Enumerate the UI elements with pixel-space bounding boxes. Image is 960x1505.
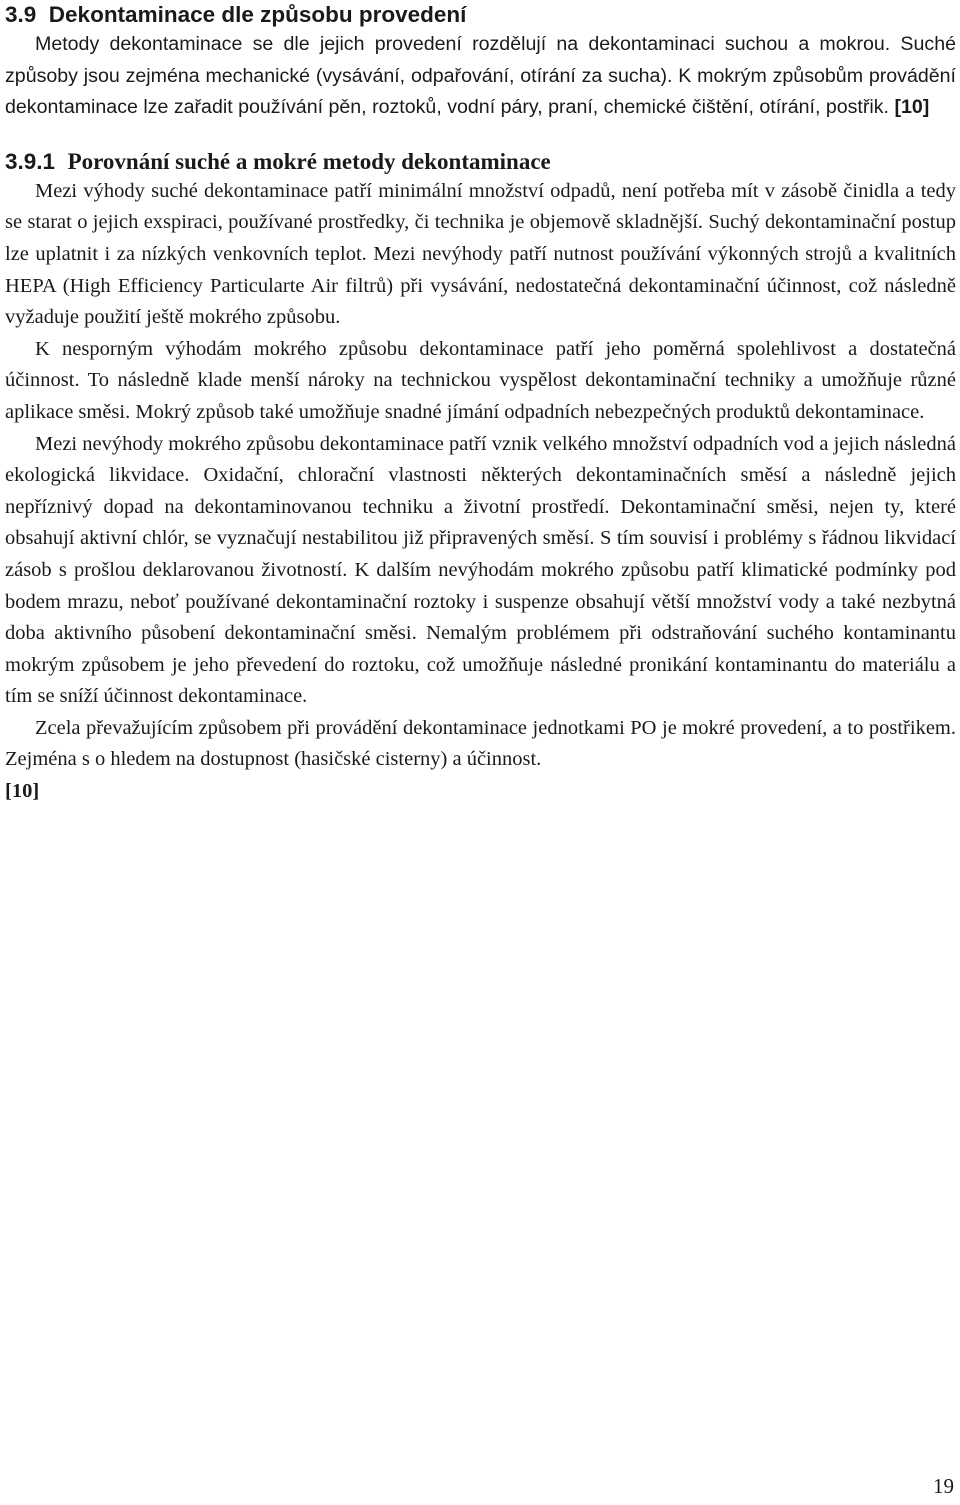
dry-disadvantages-text: Mezi nevýhody patří nutnost používání výkonných strojů a kvalitních HEPA (High Efficiency Particularte Air filtrů) při vysávání, nedostatečná dekontaminační účinnost, což následně vyžaduje použití ještě mokrého způsobu.: [5, 242, 957, 329]
subsection-title: Porovnání suché a mokré metody dekontaminace: [67, 148, 551, 174]
citation-ref-trailing: [10]: [5, 780, 40, 803]
subsection-paragraph-4: Zcela převažujícím způsobem při provádění dekontaminace jednotkami PO je mokré provedení, a to postřikem. Zejména s o hledem na dostupnost (hasičské cisterny) a účinnost.: [5, 716, 956, 771]
page-number: 19: [933, 1474, 954, 1498]
dry-advantages-text: Mezi výhody suché dekontaminace patří minimální množství odpadů, není potřeba mít v zásobě činidla a tedy se starat o jejich exspiraci, používané prostředky, či technika je objemově skladnější. Suchý dekontaminační postup lze uplatnit i za nízkých venkovních teplot.: [5, 179, 956, 265]
section-heading: [5, 0, 956, 29]
subsection-paragraph-1: [5, 176, 956, 334]
section-paragraph: [5, 29, 956, 124]
spacer: [5, 124, 956, 148]
section-number: 3.9: [5, 2, 37, 27]
subsection-paragraph-2: K nesporným výhodám mokrého způsobu dekontaminace patří jeho poměrná spolehlivost a dostatečná účinnost. To následně klade menší nároky na technickou vyspělost dekontaminační techniky a umožňuje různé aplikace směsi. Mokrý způsob také umožňuje snadné jímání odpadních nebezpečných produktů dekontaminace.: [5, 337, 956, 423]
subsection-heading: [5, 148, 956, 176]
section-paragraph-text: Metody dekontaminace se dle jejich provedení rozdělují na dekontaminaci suchou a mokrou. Suché způsoby jsou zejména mechanické (vysávání, odpařování, otírání za sucha). K mokrým způsobům provádění dekontaminace lze zařadit používání pěn, roztoků, vodní páry, praní, chemické čištění, otírání, postřik.: [5, 33, 956, 119]
section-title: Dekontaminace dle způsobu provedení: [48, 2, 467, 27]
citation-ref: [10]: [894, 96, 930, 119]
document-page: [5, 0, 956, 808]
subsection-paragraph-3: Mezi nevýhody mokrého způsobu dekontaminace patří vznik velkého množství odpadních vod a jejich následná ekologická likvidace. Oxidační, chlorační vlastnosti některých dekontaminačních směsí a následně jejich nepříznivý dopad na dekontaminovanou techniku a životní prostředí. Dekontaminační směsi, nejen ty, které obsahují aktivní chlór, se vyznačují nestabilitou již připravených směsí. S tím souvisí i problémy s řádnou likvidací zásob s prošlou deklarovanou životností. K dalším nevýhodám mokrého způsobu patří klimatické podmínky pod bodem mrazu, neboť používané dekontaminační roztoky i suspenze obsahují větší množství vody a také nezbytná doba aktivního působení dekontaminační směsi. Nemalým problémem při odstraňování suchého kontaminantu mokrým způsobem je jeho převedení do roztoku, což umožňuje následné pronikání kontaminantu do materiálu a tím se sníží účinnost dekontaminace.: [5, 432, 956, 708]
subsection-number: 3.9.1: [5, 148, 56, 174]
